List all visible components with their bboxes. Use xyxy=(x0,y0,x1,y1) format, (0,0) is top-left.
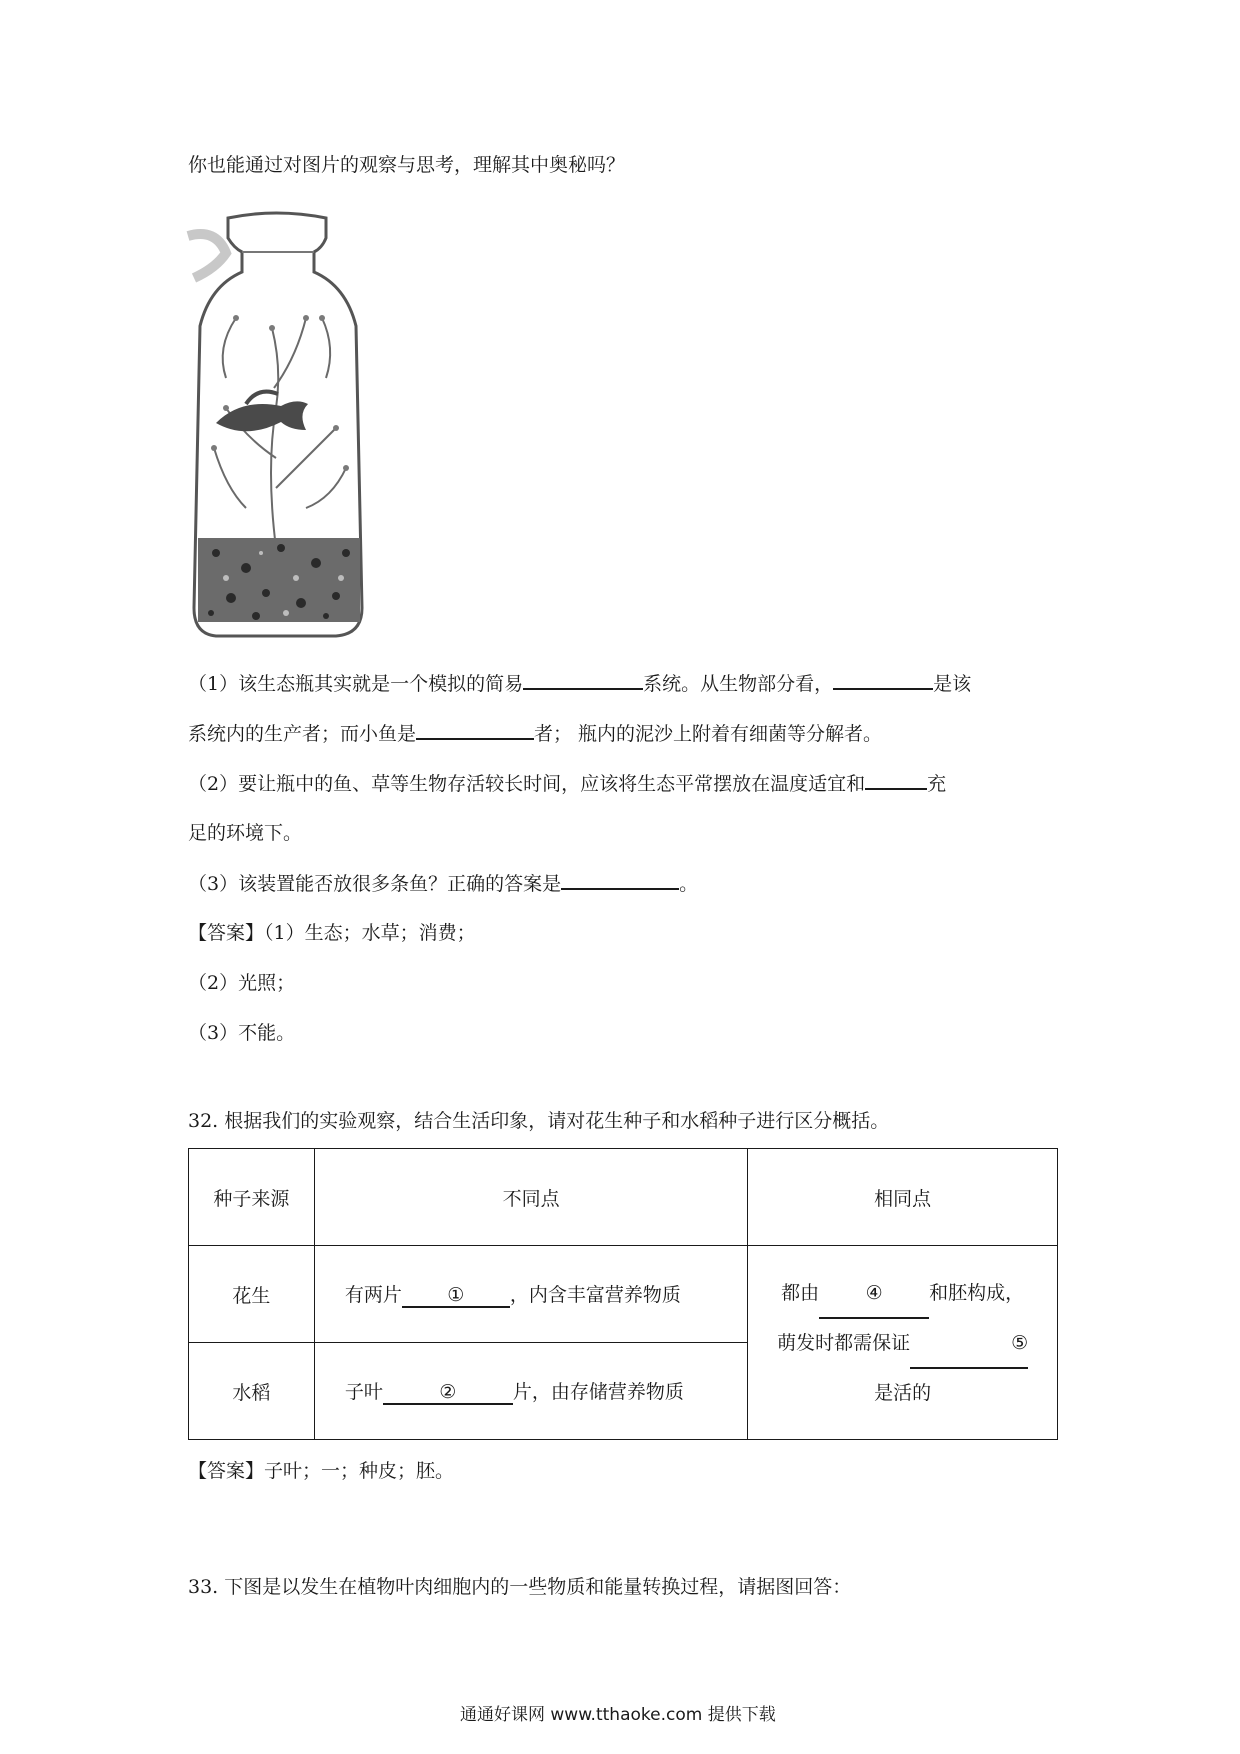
q31-answer-2: （2）光照； xyxy=(188,972,296,994)
q32-answer: 【答案】子叶；一；种皮；胚。 xyxy=(188,1460,455,1482)
header-source: 种子来源 xyxy=(189,1149,315,1246)
rice-name: 水稻 xyxy=(189,1343,315,1440)
q31-line-3: （2）要让瓶中的鱼、草等生物存活较长时间，应该将生态平常摆放在温度适宜和 充 xyxy=(188,768,946,796)
rice-difference: 子叶 ② 片，由存储营养物质 xyxy=(314,1343,748,1440)
seed-comparison-table xyxy=(188,1148,1058,1440)
blank-fish-answer[interactable] xyxy=(561,868,679,890)
q32-stem: 32. 根据我们的实验观察，结合生活印象，请对花生种子和水稻种子进行区分概括。 xyxy=(188,1110,890,1132)
q31-line-2: 系统内的生产者；而小鱼是 者； 瓶内的泥沙上附着有细菌等分解者。 xyxy=(188,718,882,746)
intro-text: 你也能通过对图片的观察与思考，理解其中奥秘吗？ xyxy=(188,154,626,176)
common-points: 都由 ④ 和胚构成， 萌发时都需保证 ⑤ 是活的 xyxy=(748,1246,1058,1440)
peanut-name: 花生 xyxy=(189,1246,315,1343)
table-row xyxy=(189,1246,1058,1343)
q31-answer-1: 【答案】（1）生态；水草；消费； xyxy=(188,922,476,944)
blank-mark-1[interactable]: ① xyxy=(402,1284,510,1308)
q33-stem: 33. 下图是以发生在植物叶肉细胞内的一些物质和能量转换过程，请据图回答： xyxy=(188,1576,852,1598)
blank-mark-5[interactable]: ⑤ xyxy=(910,1319,1028,1369)
header-difference: 不同点 xyxy=(314,1149,748,1246)
ecosystem-bottle-illustration xyxy=(186,208,372,640)
footer-source: 通通好课网 www.tthaoke.com 提供下载 xyxy=(460,1705,776,1725)
q31-line-4: 足的环境下。 xyxy=(188,822,303,844)
table-header-row xyxy=(189,1149,1058,1246)
peanut-difference: 有两片 ① ，内含丰富营养物质 xyxy=(314,1246,748,1343)
blank-producer[interactable] xyxy=(833,668,933,690)
header-similarity: 相同点 xyxy=(748,1149,1058,1246)
q31-line-1: （1）该生态瓶其实就是一个模拟的简易 系统。从生物部分看， 是该 xyxy=(188,668,971,696)
q31-answer-3: （3）不能。 xyxy=(188,1022,296,1044)
blank-system[interactable] xyxy=(523,668,643,690)
blank-mark-4[interactable]: ④ xyxy=(819,1269,929,1319)
blank-consumer[interactable] xyxy=(416,718,534,740)
blank-light[interactable] xyxy=(865,768,927,790)
blank-mark-2[interactable]: ② xyxy=(383,1381,513,1405)
q31-line-5: （3）该装置能否放很多条鱼？正确的答案是 。 xyxy=(188,868,698,896)
